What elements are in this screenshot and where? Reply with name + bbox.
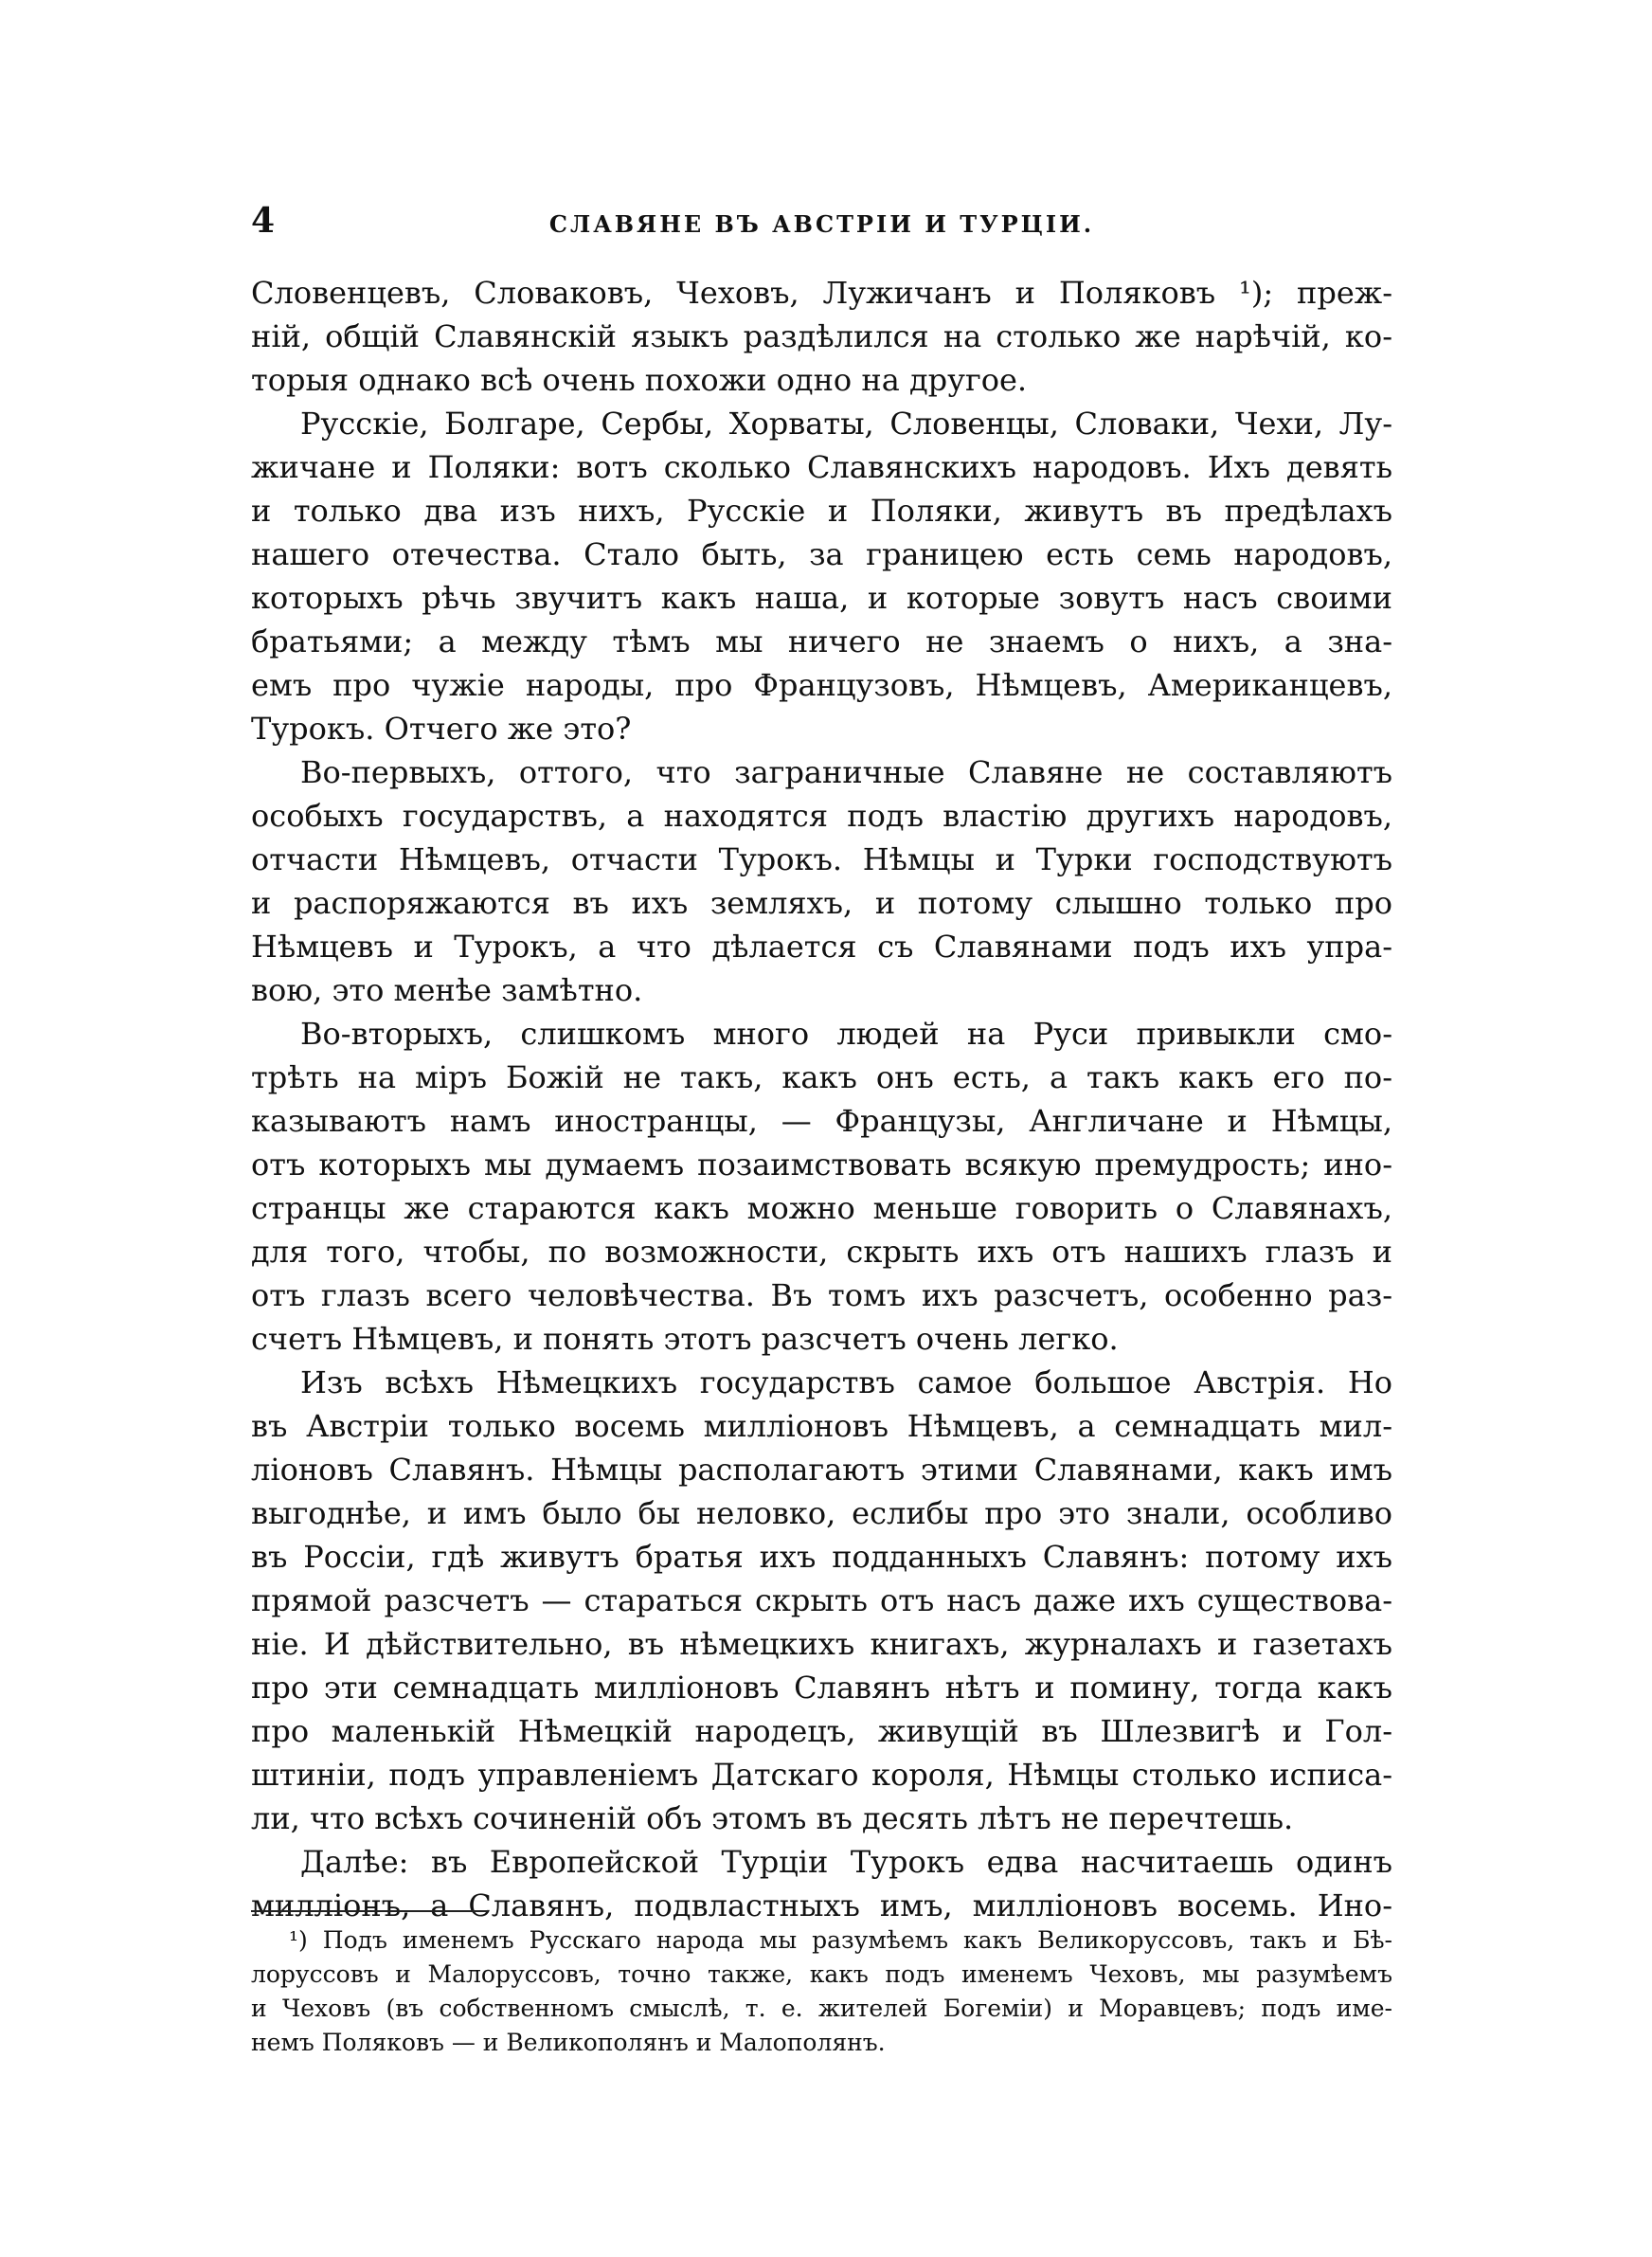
footnote	[251, 1923, 1392, 2060]
text-line: прямой разсчетъ — стараться скрыть отъ насъ даже ихъ существова-	[251, 1582, 1392, 1618]
text-line: торыя однако всѣ очень похожи одно на другое.	[251, 362, 1028, 398]
text-line: казываютъ намъ иностранцы, — Французы, Англичане и Нѣмцы,	[251, 1103, 1392, 1139]
text-line: въ Австріи только восемь милліоновъ Нѣмцевъ, а семнадцать мил-	[251, 1408, 1392, 1444]
page-header	[251, 201, 1392, 248]
text-line: штиніи, подъ управленіемъ Датскаго короля, Нѣмцы столько исписа-	[251, 1757, 1392, 1793]
text-line: ліоновъ Славянъ. Нѣмцы располагаютъ этими Славянами, какъ имъ	[251, 1452, 1392, 1488]
footnote-line: немъ Поляковъ — и Великополянъ и Малополянъ.	[251, 2029, 886, 2056]
text-line: жичане и Поляки: вотъ сколько Славянскихъ народовъ. Ихъ девять	[251, 449, 1392, 485]
text-line: трѣть на міръ Божій не такъ, какъ онъ есть, а такъ какъ его по-	[251, 1059, 1392, 1095]
text-line: въ Россіи, гдѣ живутъ братья ихъ подданныхъ Славянъ: потому ихъ	[251, 1539, 1392, 1575]
running-title: СЛАВЯНЕ ВЪ АВСТРІИ И ТУРЦІИ.	[548, 210, 1095, 238]
text-line: Во-вторыхъ, слишкомъ много людей на Руси привыкли смо-	[300, 1016, 1392, 1052]
page-number: 4	[251, 201, 277, 241]
main-text	[251, 271, 1392, 1927]
text-line: для того, чтобы, по возможности, скрыть ихъ отъ нашихъ глазъ и	[251, 1234, 1392, 1270]
text-line: милліонъ, а Славянъ, подвластныхъ имъ, милліоновъ восемь. Ино-	[251, 1887, 1392, 1923]
text-line: Далѣе: въ Европейской Турціи Турокъ едва насчитаешь одинъ	[300, 1844, 1392, 1880]
text-line: Во-первыхъ, оттого, что заграничные Славяне не составляютъ	[300, 754, 1392, 790]
text-line: которыхъ рѣчь звучитъ какъ наша, и которые зовутъ насъ своими	[251, 580, 1392, 616]
text-line: Словенцевъ, Словаковъ, Чеховъ, Лужичанъ и Поляковъ ¹); преж-	[251, 275, 1392, 311]
text-line: счетъ Нѣмцевъ, и понять этотъ разсчетъ очень легко.	[251, 1321, 1119, 1357]
text-line: Нѣмцевъ и Турокъ, а что дѣлается съ Славянами подъ ихъ упра-	[251, 929, 1392, 965]
text-line: отъ глазъ всего человѣчества. Въ томъ ихъ разсчетъ, особенно раз-	[251, 1277, 1392, 1313]
text-line: емъ про чужіе народы, про Французовъ, Нѣмцевъ, Американцевъ,	[251, 667, 1392, 703]
text-line: вою, это менѣе замѣтно.	[251, 972, 643, 1008]
text-line: про маленькій Нѣмецкій народецъ, живущій въ Шлезвигѣ и Гол-	[251, 1713, 1392, 1749]
text-line: ній, общій Славянскій языкъ раздѣлился на столько же нарѣчій, ко-	[251, 318, 1392, 354]
footnote-line: и Чеховъ (въ собственномъ смыслѣ, т. е. жителей Богеміи) и Моравцевъ; подъ име-	[251, 1995, 1392, 2022]
text-line: нашего отечества. Стало быть, за границею есть семь народовъ,	[251, 536, 1392, 572]
text-line: отъ которыхъ мы думаемъ позаимствовать всякую премудрость; ино-	[251, 1147, 1392, 1183]
text-line: странцы же стараются какъ можно меньше говорить о Славянахъ,	[251, 1190, 1392, 1226]
text-line: Русскіе, Болгаре, Сербы, Хорваты, Словенцы, Словаки, Чехи, Лу-	[300, 406, 1392, 442]
text-line: особыхъ государствъ, а находятся подъ властію другихъ народовъ,	[251, 798, 1392, 834]
text-line: выгоднѣе, и имъ было бы неловко, еслибы про это знали, особливо	[251, 1495, 1392, 1531]
text-line: ніе. И дѣйствительно, въ нѣмецкихъ книгахъ, журналахъ и газетахъ	[251, 1626, 1392, 1662]
text-line: про эти семнадцать милліоновъ Славянъ нѣтъ и помину, тогда какъ	[251, 1670, 1392, 1706]
footnote-line: ¹) Подъ именемъ Русскаго народа мы разумѣемъ какъ Великоруссовъ, такъ и Бѣ-	[289, 1926, 1392, 1954]
text-line: отчасти Нѣмцевъ, отчасти Турокъ. Нѣмцы и Турки господствуютъ	[251, 841, 1392, 877]
text-line: и распоряжаются въ ихъ земляхъ, и потому слышно только про	[251, 885, 1392, 921]
footnote-line: лоруссовъ и Малоруссовъ, точно также, какъ подъ именемъ Чеховъ, мы разумѣемъ	[251, 1960, 1392, 1988]
text-line: Турокъ. Отчего же это?	[251, 711, 632, 747]
footnote-divider	[251, 1910, 488, 1912]
text-line: ли, что всѣхъ сочиненій объ этомъ въ десять лѣтъ не перечтешь.	[251, 1800, 1294, 1836]
text-line: и только два изъ нихъ, Русскіе и Поляки, живутъ въ предѣлахъ	[251, 493, 1392, 529]
text-line: Изъ всѣхъ Нѣмецкихъ государствъ самое большое Австрія. Но	[300, 1364, 1392, 1400]
text-line: братьями; а между тѣмъ мы ничего не знаемъ о нихъ, а зна-	[251, 623, 1392, 659]
